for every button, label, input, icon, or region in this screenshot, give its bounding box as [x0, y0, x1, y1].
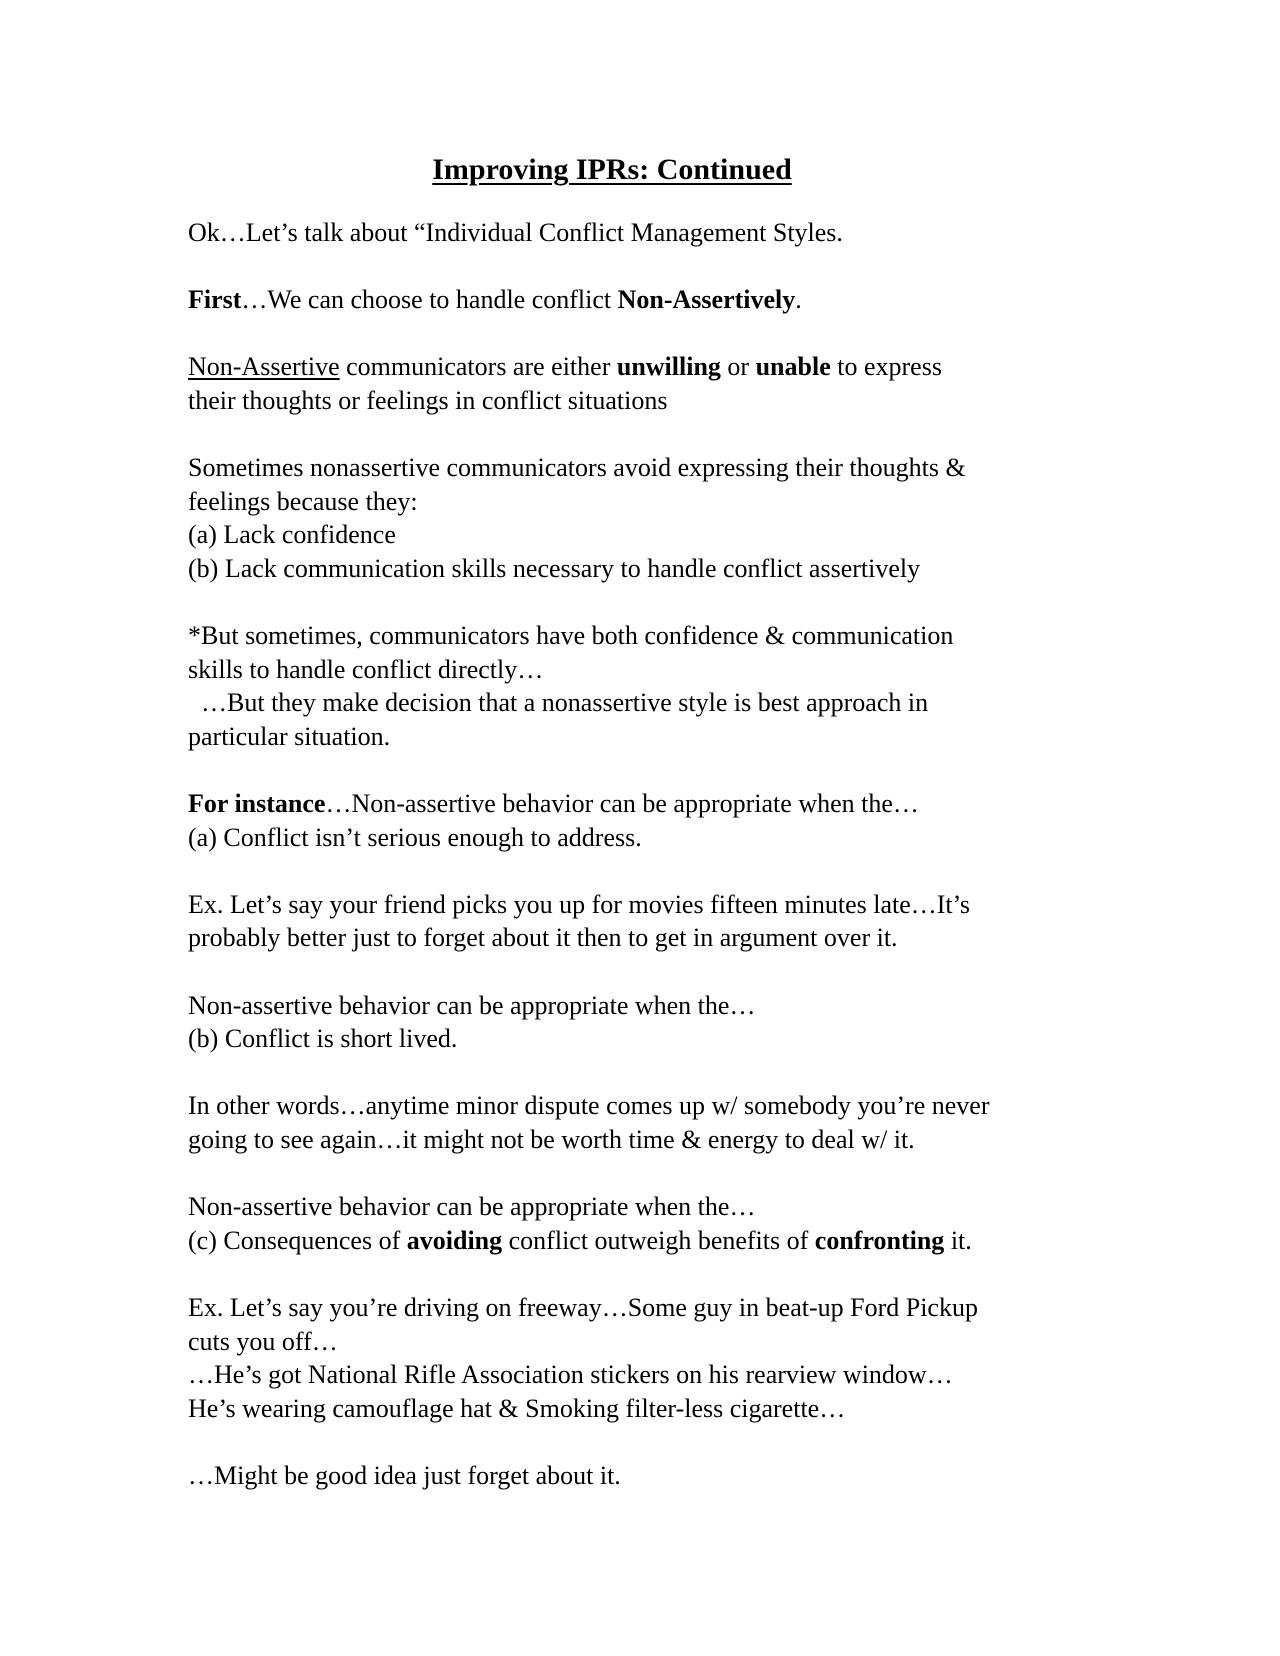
- first-line: [188, 283, 1108, 317]
- closing-paragraph: [188, 1459, 1108, 1493]
- example-2-line-4: He’s wearing camouflage hat & Smoking filter-less cigarette…: [188, 1393, 846, 1423]
- instance-line-1: [188, 787, 1108, 821]
- reasons-item-a: (a) Lack confidence: [188, 520, 396, 550]
- definition-bold-unwilling: unwilling: [616, 352, 721, 382]
- closing-line: …Might be good idea just forget about it.: [188, 1460, 621, 1490]
- reasons-line-2: feelings because they:: [188, 486, 418, 516]
- intro-line: Ok…Let’s talk about “Individual Conflict Management Styles.: [188, 218, 843, 247]
- instance-text: …Non-assertive behavior can be appropriate when the…: [325, 789, 919, 819]
- but-line-1: *But sometimes, communicators have both confidence & communication: [188, 621, 954, 651]
- case-c-line-2: [188, 1224, 1108, 1258]
- first-label: First: [188, 285, 242, 315]
- case-c-line-1: Non-assertive behavior can be appropriate when the…: [188, 1192, 756, 1222]
- case-c-bold-avoiding: avoiding: [406, 1225, 503, 1255]
- first-emphasis: Non-Assertively: [617, 285, 796, 315]
- but-paragraph: [188, 619, 1108, 753]
- intro-paragraph: [188, 216, 1108, 250]
- case-c-pre: (c) Consequences of: [188, 1225, 407, 1255]
- first-text: …We can choose to handle conflict: [241, 285, 618, 315]
- definition-part-3: to express: [830, 352, 942, 382]
- case-b-paragraph: [188, 989, 1108, 1056]
- other-words-paragraph: [188, 1089, 1108, 1156]
- example-2-line-3: …He’s got National Rifle Association stickers on his rearview window…: [188, 1360, 953, 1390]
- page-title: Improving IPRs: Continued: [432, 153, 792, 186]
- definition-bold-unable: unable: [755, 352, 831, 382]
- definition-line-2: their thoughts or feelings in conflict situations: [188, 385, 668, 415]
- but-line-2: skills to handle conflict directly…: [188, 654, 544, 684]
- other-words-line-1: In other words…anytime minor dispute comes up w/ somebody you’re never: [188, 1091, 990, 1121]
- case-b-line-2: (b) Conflict is short lived.: [188, 1024, 458, 1054]
- example-1-line-1: Ex. Let’s say your friend picks you up for movies fifteen minutes late…It’s: [188, 889, 970, 919]
- instance-paragraph: [188, 787, 1108, 854]
- instance-label: For instance: [188, 789, 326, 819]
- document-page: [188, 150, 1108, 1526]
- but-line-3: …But they make decision that a nonassertive style is best approach in: [188, 688, 929, 718]
- other-words-line-2: going to see again…it might not be worth time & energy to deal w/ it.: [188, 1125, 915, 1155]
- example-2-line-2: cuts you off…: [188, 1326, 338, 1356]
- first-end: .: [795, 285, 802, 315]
- instance-item-a: (a) Conflict isn’t serious enough to address.: [188, 822, 642, 852]
- definition-part-2: or: [720, 352, 756, 382]
- definition-paragraph: [188, 350, 1108, 417]
- reasons-item-b: (b) Lack communication skills necessary to handle conflict assertively: [188, 553, 921, 583]
- definition-line-1: [188, 350, 1108, 384]
- case-c-paragraph: [188, 1190, 1108, 1257]
- definition-term: Non-Assertive: [188, 352, 340, 382]
- case-c-end: it.: [944, 1225, 972, 1255]
- reasons-line-1: Sometimes nonassertive communicators avoid expressing their thoughts &: [188, 453, 966, 483]
- example-2-line-1: Ex. Let’s say you’re driving on freeway…Some guy in beat-up Ford Pickup: [188, 1293, 978, 1322]
- case-c-mid: conflict outweigh benefits of: [502, 1225, 815, 1255]
- reasons-paragraph: [188, 451, 1108, 585]
- example-1-line-2: probably better just to forget about it then to get in argument over it.: [188, 923, 898, 953]
- example-1-paragraph: [188, 888, 1108, 955]
- first-paragraph: [188, 283, 1108, 317]
- case-b-line-1: Non-assertive behavior can be appropriate when the…: [188, 990, 756, 1020]
- case-c-bold-confronting: confronting: [814, 1225, 945, 1255]
- but-line-4: particular situation.: [188, 721, 391, 751]
- example-2-paragraph: [188, 1291, 1108, 1425]
- definition-part-1: communicators are either: [339, 352, 617, 382]
